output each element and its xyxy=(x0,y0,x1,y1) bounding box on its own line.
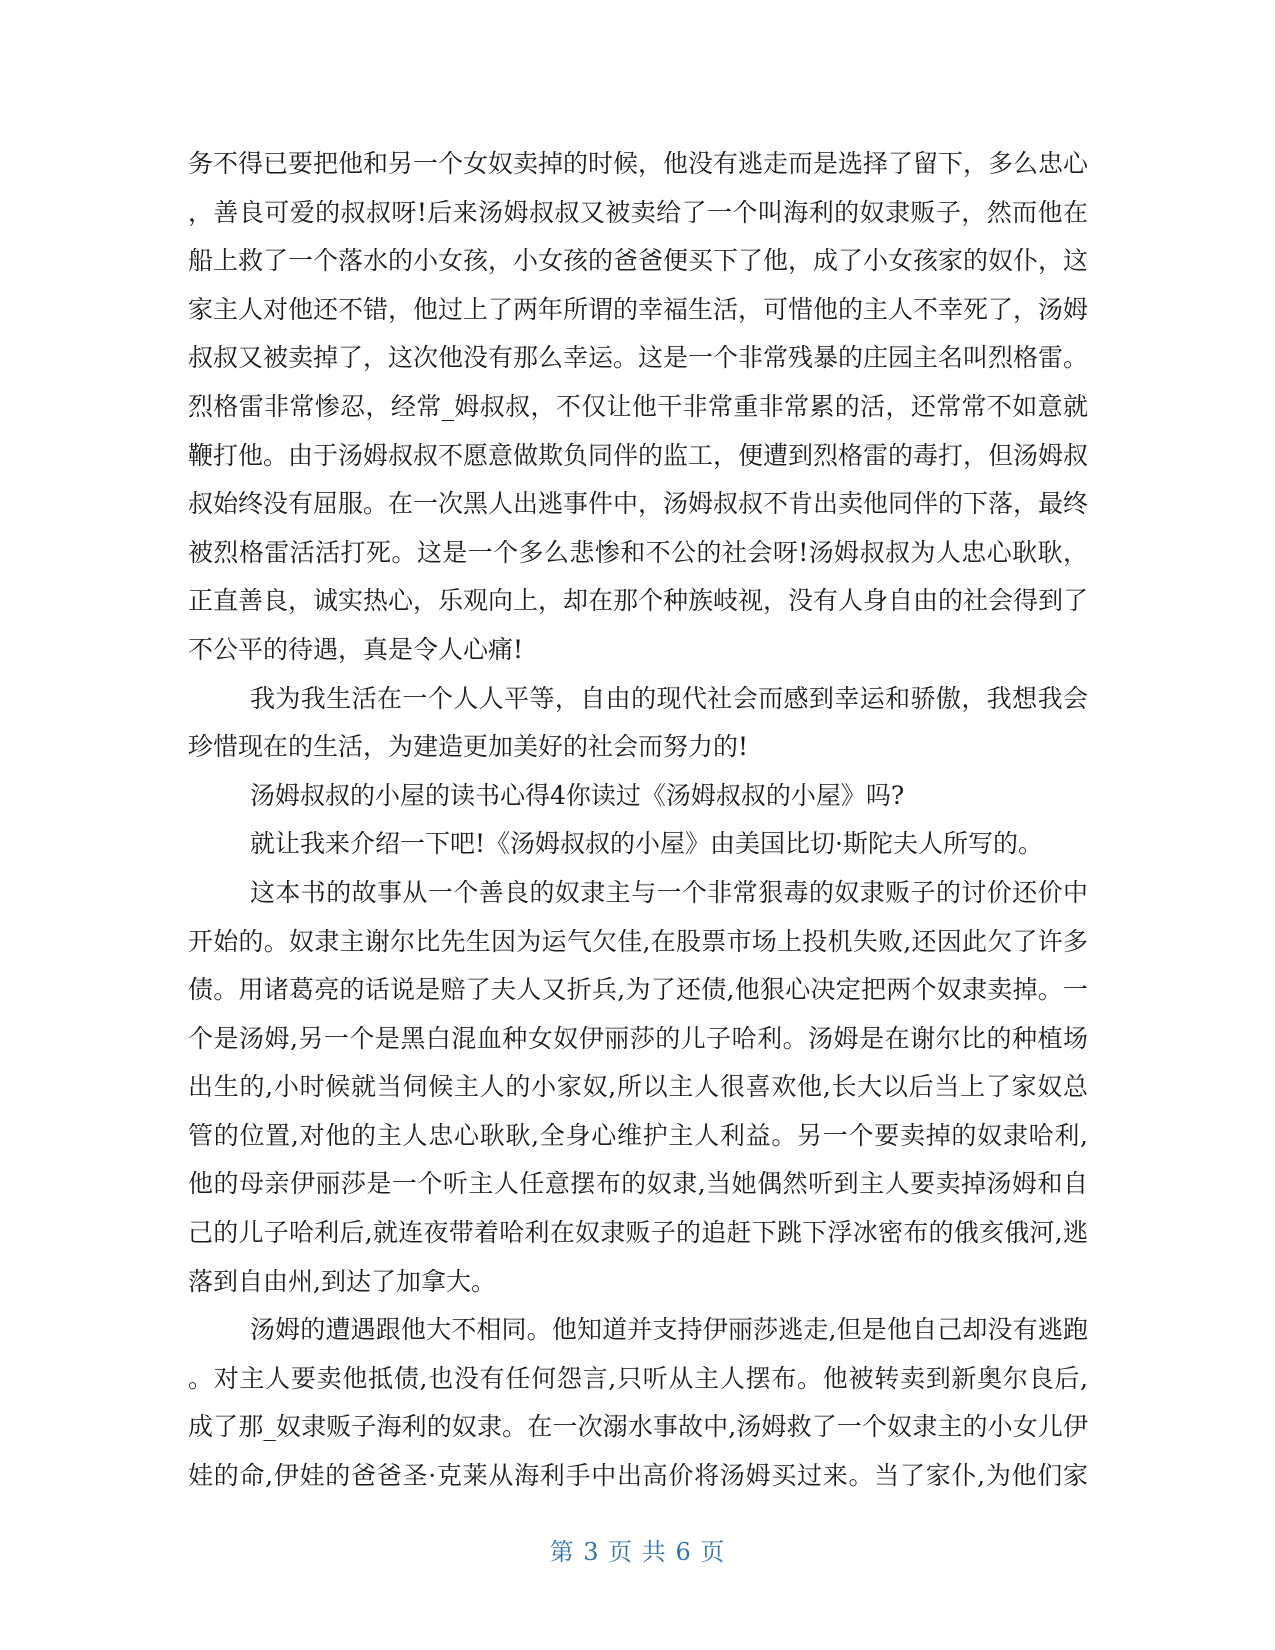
text-line: 不公平的待遇，真是令人心痛! xyxy=(188,634,524,664)
text-line: 务不得已要把他和另一个女奴卖掉的时候，他没有逃走而是选择了留下，多么忠心 xyxy=(188,149,1089,178)
text-line: 烈格雷非常惨忍，经常_姆叔叔，不仅让他干非常重非常累的活，还常常不如意就 xyxy=(188,391,1088,421)
document-body xyxy=(188,140,1088,1501)
text-line: 开始的。奴隶主谢尔比先生因为运气欠佳,在股票市场上投机失败,还因此欠了许多 xyxy=(188,926,1088,956)
text-line: 个是汤姆,另一个是黑白混血种女奴伊丽莎的儿子哈利。汤姆是在谢尔比的种植场 xyxy=(188,1023,1088,1053)
text-line: 被烈格雷活活打死。这是一个多么悲惨和不公的社会呀!汤姆叔叔为人忠心耿耿， xyxy=(188,537,1088,567)
text-line: 落到自由州,到达了加拿大。 xyxy=(188,1266,496,1296)
text-line: 己的儿子哈利后,就连夜带着哈利在奴隶贩子的追赶下跳下浮冰密布的俄亥俄河,逃 xyxy=(188,1218,1088,1248)
page-number-footer: 第 3 页 共 6 页 xyxy=(549,1538,726,1566)
text-line: 管的位置,对他的主人忠心耿耿,全身心维护主人利益。另一个要卖掉的奴隶哈利, xyxy=(188,1120,1088,1150)
text-line: 这本书的故事从一个善良的奴隶主与一个非常狠毒的奴隶贩子的讨价还价中 xyxy=(250,877,1088,907)
text-line: 正直善良，诚实热心，乐观向上，却在那个种族岐视，没有人身自由的社会得到了 xyxy=(188,586,1089,616)
text-line: 汤姆的遭遇跟他大不相同。他知道并支持伊丽莎逃走,但是他自己却没有逃跑 xyxy=(250,1315,1088,1345)
text-line: ，善良可爱的叔叔呀!后来汤姆叔叔又被卖给了一个叫海利的奴隶贩子，然而他在 xyxy=(188,197,1088,227)
text-line: 珍惜现在的生活，为建造更加美好的社会而努力的! xyxy=(188,732,749,762)
text-line: 家主人对他还不错，他过上了两年所谓的幸福生活，可惜他的主人不幸死了，汤姆 xyxy=(188,294,1089,324)
text-line: 船上救了一个落水的小女孩，小女孩的爸爸便买下了他，成了小女孩家的奴仆，这 xyxy=(188,246,1089,276)
text-line: 叔始终没有屈服。在一次黑人出逃事件中，汤姆叔叔不肯出卖他同伴的下落，最终 xyxy=(188,489,1089,519)
text-line: 他的母亲伊丽莎是一个听主人任意摆布的奴隶,当她偶然听到主人要卖掉汤姆和自 xyxy=(188,1169,1088,1199)
text-line: 出生的,小时候就当伺候主人的小家奴,所以主人很喜欢他,长大以后当上了家奴总 xyxy=(188,1072,1088,1102)
text-line: 成了那_奴隶贩子海利的奴隶。在一次溺水事故中,汤姆救了一个奴隶主的小女儿伊 xyxy=(188,1412,1088,1442)
text-line: 娃的命,伊娃的爸爸圣·克莱从海利手中出高价将汤姆买过来。当了家仆,为他们家 xyxy=(188,1461,1088,1491)
text-line: 叔叔又被卖掉了，这次他没有那么幸运。这是一个非常残暴的庄园主名叫烈格雷。 xyxy=(188,343,1089,373)
text-line: 就让我来介绍一下吧!《汤姆叔叔的小屋》由美国比切·斯陀夫人所写的。 xyxy=(250,829,1043,859)
text-line: 。对主人要卖他抵债,也没有任何怨言,只听从主人摆布。他被转卖到新奥尔良后, xyxy=(188,1363,1088,1393)
text-line: 鞭打他。由于汤姆叔叔不愿意做欺负同伴的监工，便遭到烈格雷的毒打，但汤姆叔 xyxy=(188,440,1089,470)
text-line: 债。用诸葛亮的话说是赔了夫人又折兵,为了还债,他狠心决定把两个奴隶卖掉。一 xyxy=(188,975,1088,1005)
text-line: 我为我生活在一个人人平等，自由的现代社会而感到幸运和骄傲，我想我会 xyxy=(250,683,1088,713)
text-line: 汤姆叔叔的小屋的读书心得4你读过《汤姆叔叔的小屋》吗? xyxy=(250,780,905,810)
